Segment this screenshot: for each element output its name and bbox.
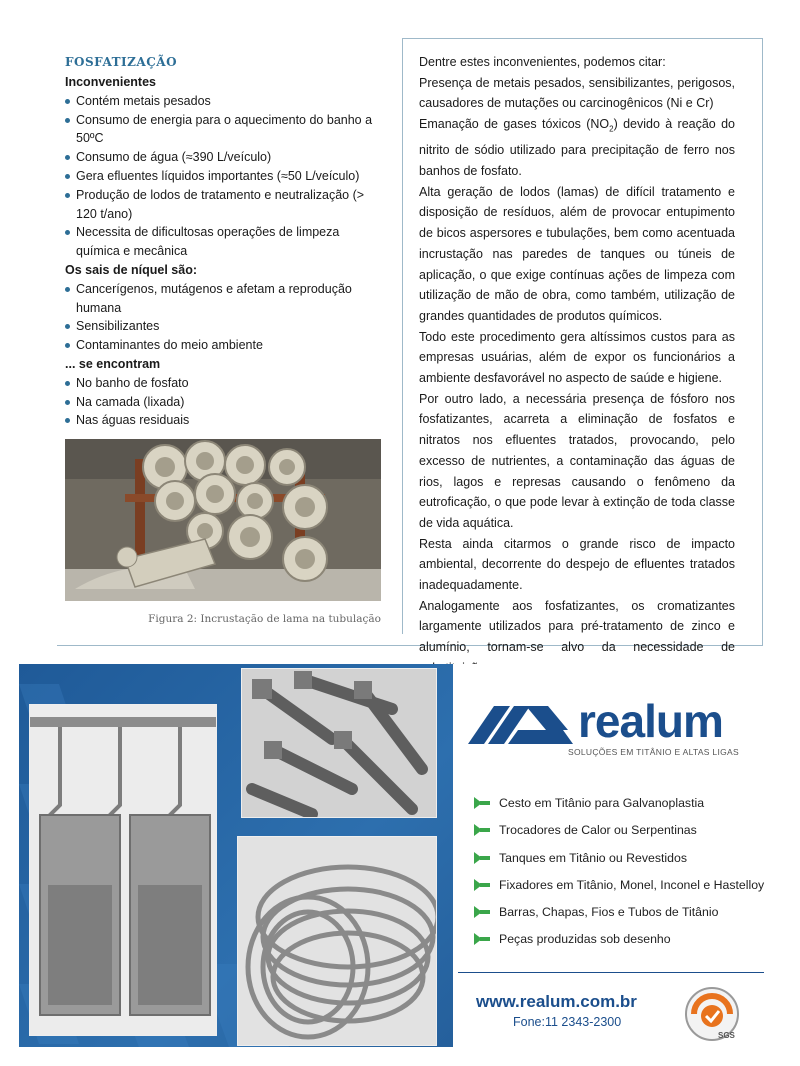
sgs-certification-seal bbox=[684, 986, 740, 1042]
section-title: FOSFATIZAÇÃO bbox=[65, 55, 178, 69]
bolts-illustration bbox=[242, 669, 437, 818]
list-item: Consumo de energia para o aquecimento do banho a 50ºC bbox=[65, 111, 385, 149]
list-item bbox=[470, 872, 770, 899]
paragraph-text: Emanação de gases tóxicos (NO bbox=[419, 117, 610, 132]
paragraph bbox=[419, 114, 735, 182]
ad-divider bbox=[458, 972, 764, 973]
titanium-coils-photo bbox=[237, 836, 437, 1046]
list-item bbox=[470, 790, 770, 817]
phone-number: Fone:11 2343-2300 bbox=[513, 1015, 622, 1029]
list-item bbox=[470, 817, 770, 844]
subscript: 2 bbox=[609, 124, 614, 134]
product-label: Peças produzidas sob desenho bbox=[499, 932, 671, 947]
list-item: Contém metais pesados bbox=[65, 92, 385, 111]
brand-tagline: SOLUÇÕES EM TITÂNIO E ALTAS LIGAS bbox=[568, 747, 739, 757]
product-label: Trocadores de Calor ou Serpentinas bbox=[499, 823, 697, 838]
titanium-basket-photo bbox=[29, 704, 217, 1036]
pipe-incrustation-photo bbox=[65, 439, 381, 601]
list-item: Gera efluentes líquidos importantes (≈50 L/veículo) bbox=[65, 167, 385, 186]
product-label: Cesto em Titânio para Galvanoplastia bbox=[499, 796, 705, 810]
list-item: No banho de fosfato bbox=[65, 374, 385, 393]
list-item: Na camada (lixada) bbox=[65, 393, 385, 412]
encontram-heading: ... se encontram bbox=[65, 356, 161, 371]
product-label: Barras, Chapas, Fios e Tubos de Titânio bbox=[499, 905, 719, 920]
article-top-rule bbox=[403, 38, 763, 39]
arrow-right-icon bbox=[472, 904, 492, 920]
arrow-right-icon bbox=[472, 877, 492, 893]
realum-logo-icon bbox=[468, 702, 573, 744]
list-item bbox=[470, 845, 770, 872]
inconvenientes-list bbox=[65, 92, 385, 261]
niquel-list bbox=[65, 280, 385, 355]
paragraph: Presença de metais pesados, sensibilizantes, perigosos, causadores de mutações ou carcinogênicos (Ni e Cr) bbox=[419, 75, 735, 111]
column-divider bbox=[402, 38, 403, 634]
basket-illustration bbox=[30, 705, 217, 1036]
right-column bbox=[419, 52, 735, 679]
list-item: Produção de lodos de tratamento e neutralização (> 120 t/ano) bbox=[65, 186, 385, 224]
arrow-right-icon bbox=[472, 795, 492, 811]
figure-caption: Figura 2: Incrustação de lama na tubulação bbox=[148, 613, 381, 625]
arrow-right-icon bbox=[472, 850, 492, 866]
arrow-right-icon bbox=[472, 931, 492, 947]
list-item: Consumo de água (≈390 L/veículo) bbox=[65, 148, 385, 167]
paragraph-text: ) devido à reação do nitrito de sódio utilizado para precipitação de ferro nos banhos de fosfato. bbox=[419, 117, 735, 179]
titanium-bolts-photo bbox=[241, 668, 437, 818]
list-item: Nas águas residuais bbox=[65, 411, 385, 430]
website-link[interactable]: www.realum.com.br bbox=[476, 992, 637, 1011]
list-item: Cancerígenos, mutágenos e afetam a reprodução humana bbox=[65, 280, 385, 318]
paragraph: Todo este procedimento gera altíssimos custos para as empresas usuárias, além de expor os funcionários a ambiente desfavorável no aspecto de saúde e higiene. bbox=[419, 329, 735, 386]
list-item: Sensibilizantes bbox=[65, 317, 385, 336]
paragraph: Dentre estes inconvenientes, podemos citar: bbox=[419, 55, 666, 69]
inconvenientes-heading: Inconvenientes bbox=[65, 75, 156, 89]
brand-name: realum bbox=[578, 695, 723, 747]
list-item: Contaminantes do meio ambiente bbox=[65, 336, 385, 355]
arrow-right-icon bbox=[472, 822, 492, 838]
paragraph: Alta geração de lodos (lamas) de difícil tratamento e disposição de resíduos, além de provocar entupimento de bicos aspersores e tubulações, bem como acentuada incrustação nas paredes de tanques ou túneis de aplicação, o que exige contínuas ações de limpeza com utilização de mão de obra, como também, utilização de grandes quantidades de produtos químicos. bbox=[419, 184, 735, 323]
paragraph: Resta ainda citarmos o grande risco de impacto ambiental, decorrente do despejo de efluentes tratados inadequadamente. bbox=[419, 536, 735, 593]
paragraph: Analogamente aos fosfatizantes, os cromatizantes largamente utilizados para pré-tratamento de zinco e alumínio, tornam-se alvo da necessidade de bbox=[419, 598, 735, 655]
paragraph: Por outro lado, a necessária presença de fósforo nos fosfatizantes, acarreta a eliminação de fosfatos e nitratos nos efluentes tratados, provocando, pelo excesso de nutrientes, a contaminação das águas de rios, lagos e represas causando o fenômeno da eutroficação, o que pode levar à extinção de toda classe de vida aquática. bbox=[419, 391, 735, 530]
niquel-heading: Os sais de níquel são: bbox=[65, 262, 197, 277]
product-label: Tanques em Titânio ou Revestidos bbox=[499, 850, 687, 865]
product-label: Fixadores em Titânio, Monel, Inconel e Hastelloy bbox=[499, 877, 765, 892]
seal-label: SGS bbox=[718, 1031, 735, 1040]
pipe-illustration bbox=[65, 439, 381, 601]
product-list bbox=[470, 790, 770, 954]
list-item bbox=[470, 899, 770, 926]
encontram-list bbox=[65, 374, 385, 430]
list-item: Necessita de dificultosas operações de limpeza química e mecânica bbox=[65, 223, 385, 261]
list-item bbox=[470, 926, 770, 953]
left-column bbox=[65, 55, 385, 430]
coils-illustration bbox=[238, 837, 437, 1046]
